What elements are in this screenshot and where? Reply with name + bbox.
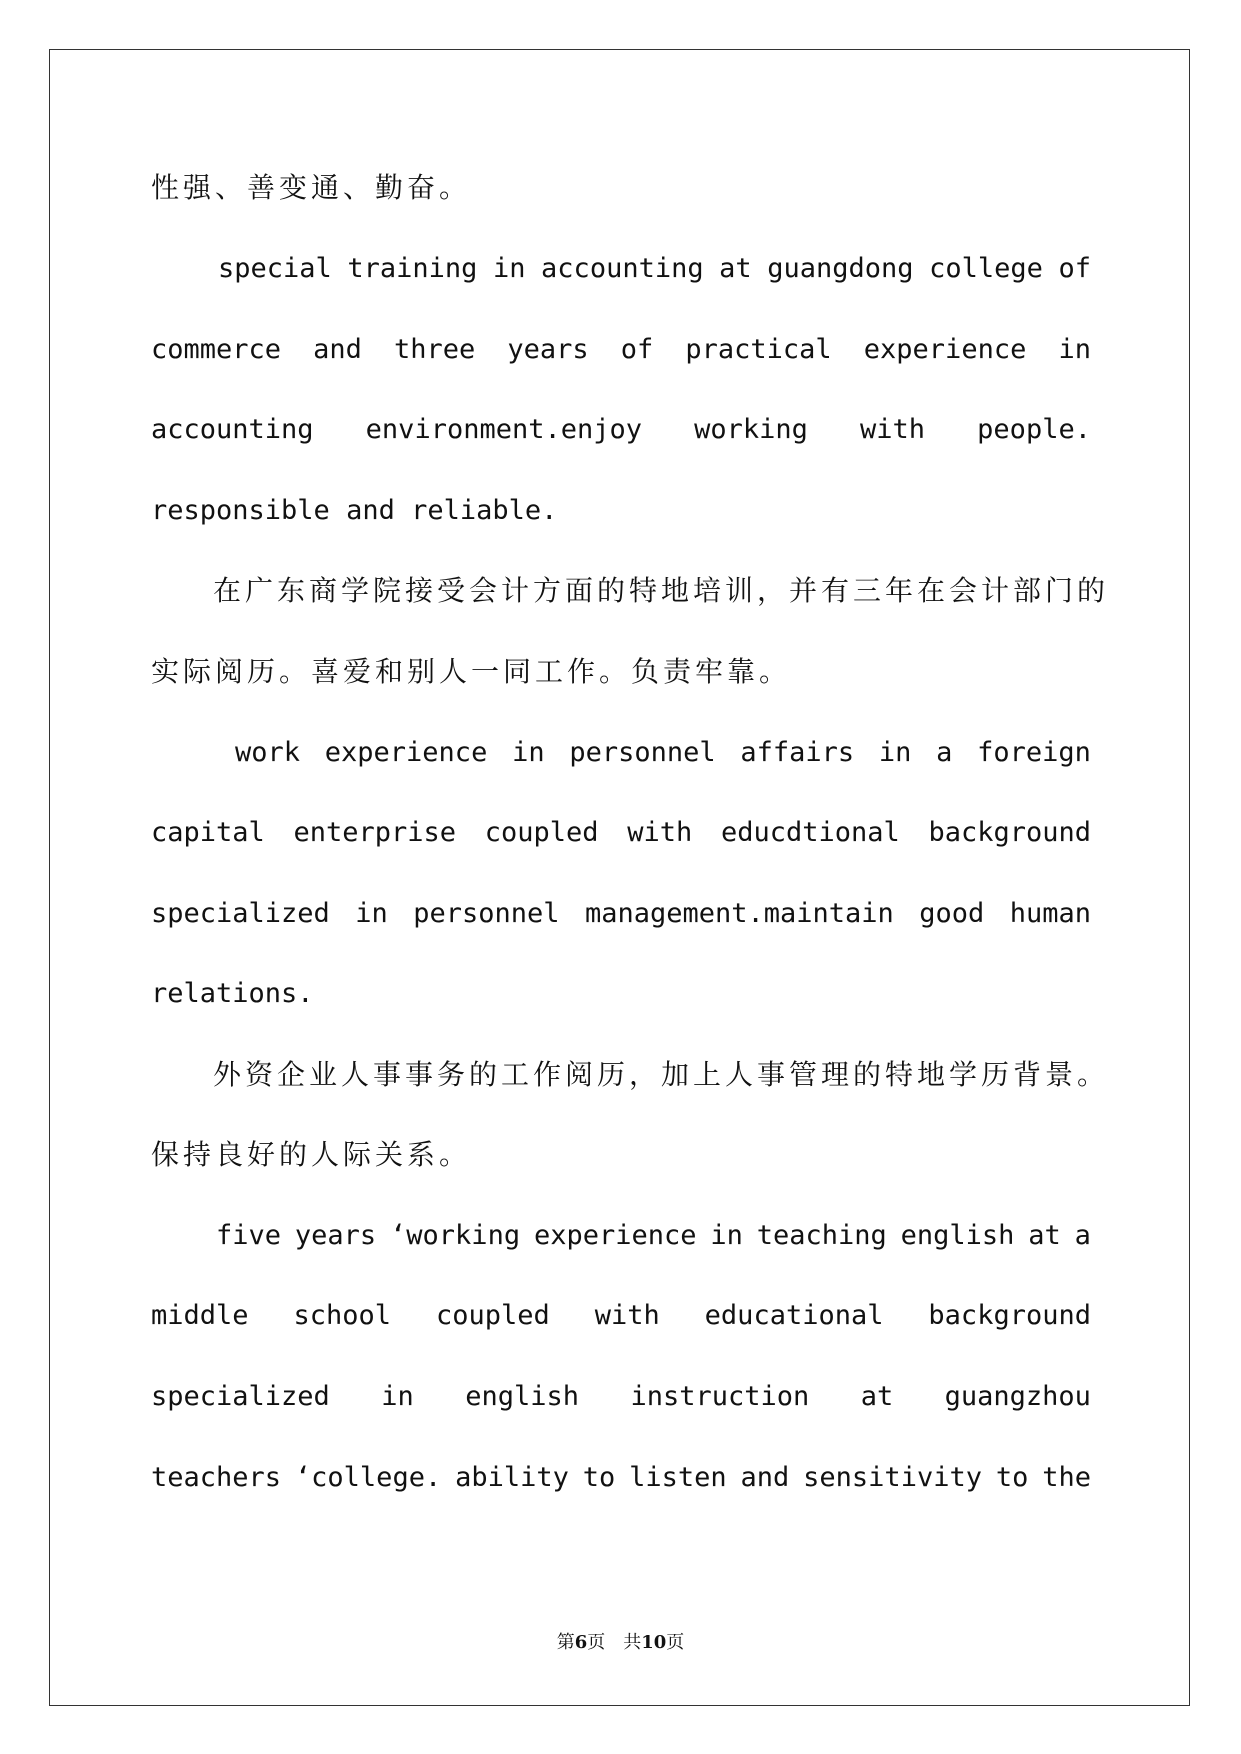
word: accounting — [151, 414, 314, 445]
word: management.maintain — [584, 898, 894, 929]
word: accounting — [541, 253, 704, 284]
text-line — [218, 249, 1091, 289]
footer-prefix: 第 — [556, 1632, 575, 1653]
text-line: relations. — [151, 978, 314, 1009]
word: middle — [151, 1300, 249, 1331]
word: specialized — [151, 1381, 330, 1412]
word: with — [627, 817, 693, 848]
text-line — [216, 1216, 1091, 1256]
word: of — [620, 334, 654, 365]
word: ‘college. — [294, 1462, 442, 1493]
word: experience — [324, 737, 488, 768]
word: in — [492, 253, 526, 284]
word: educdtional — [720, 817, 900, 848]
text-line: 外资企业人事事务的工作阅历，加上人事管理的特地学历背景。 — [213, 1058, 1110, 1091]
word: specialized — [151, 898, 330, 929]
word: capital — [151, 817, 265, 848]
word: affairs — [740, 737, 855, 768]
word: training — [347, 253, 478, 284]
text-line: 实际阅历。喜爱和别人一同工作。负责牢靠。 — [151, 655, 792, 688]
word: english — [900, 1220, 1015, 1251]
text-line — [151, 1377, 1091, 1417]
text-line: 性强、善变通、勤奋。 — [151, 171, 472, 204]
word: personnel — [413, 898, 560, 929]
word: in — [381, 1381, 414, 1412]
word: and — [740, 1462, 790, 1493]
word: personnel — [569, 737, 716, 768]
word: in — [710, 1220, 743, 1251]
word: ability — [455, 1462, 569, 1493]
word: in — [878, 737, 912, 768]
word: coupled — [484, 817, 599, 848]
word: at — [719, 253, 752, 284]
word: experience — [863, 334, 1027, 365]
word: english — [465, 1381, 579, 1412]
footer-suffix: 页 — [666, 1632, 685, 1653]
word: ‘working — [390, 1220, 521, 1251]
text-line — [151, 410, 1091, 450]
word: college — [929, 253, 1043, 284]
word: human — [1009, 898, 1091, 929]
page-footer — [0, 1628, 1241, 1654]
page-total: 10 — [641, 1632, 667, 1653]
word: school — [293, 1300, 392, 1331]
word: five — [216, 1220, 282, 1251]
word: guangzhou — [944, 1381, 1091, 1412]
word: work — [235, 737, 301, 768]
word: experience — [533, 1220, 697, 1251]
word: listen — [629, 1462, 727, 1493]
word: teaching — [756, 1220, 887, 1251]
footer-mid: 页 共 — [587, 1632, 642, 1653]
text-line — [151, 330, 1091, 370]
word: foreign — [977, 737, 1091, 768]
word: sensitivity — [803, 1462, 982, 1493]
word: years — [507, 334, 589, 365]
word: enterprise — [293, 817, 457, 848]
word: instruction — [630, 1381, 810, 1412]
word: and — [313, 334, 362, 365]
word: practical — [685, 334, 832, 365]
page-number: 6 — [574, 1632, 588, 1653]
word: background — [928, 1300, 1091, 1331]
word: to — [582, 1462, 616, 1493]
word: at — [1028, 1220, 1061, 1251]
word: commerce — [151, 334, 282, 365]
word: of — [1058, 253, 1091, 284]
word: a — [1074, 1220, 1091, 1251]
word: guangdong — [767, 253, 914, 284]
text-line — [151, 1458, 1091, 1498]
word: in — [1058, 334, 1091, 365]
word: years — [294, 1220, 377, 1251]
text-line — [151, 894, 1091, 934]
word: people. — [977, 414, 1091, 445]
word: the — [1042, 1462, 1091, 1493]
word: educational — [704, 1300, 884, 1331]
word: with — [594, 1300, 660, 1331]
word: special — [218, 253, 332, 284]
text-line — [151, 1296, 1091, 1336]
word: working — [694, 414, 808, 445]
word: at — [860, 1381, 894, 1412]
text-line: 在广东商学院接受会计方面的特地培训，并有三年在会计部门的 — [213, 574, 1110, 607]
text-line: 保持良好的人际关系。 — [151, 1138, 472, 1171]
word: with — [860, 414, 926, 445]
text-line — [151, 813, 1091, 853]
word: in — [512, 737, 545, 768]
word: in — [355, 898, 388, 929]
word: to — [995, 1462, 1029, 1493]
word: good — [919, 898, 985, 929]
text-line — [235, 733, 1091, 773]
word: three — [394, 334, 476, 365]
word: environment.enjoy — [365, 414, 643, 445]
word: teachers — [151, 1462, 282, 1493]
word: coupled — [435, 1300, 550, 1331]
word: background — [928, 817, 1091, 848]
word: a — [936, 737, 953, 768]
text-line: responsible and reliable. — [151, 495, 558, 526]
